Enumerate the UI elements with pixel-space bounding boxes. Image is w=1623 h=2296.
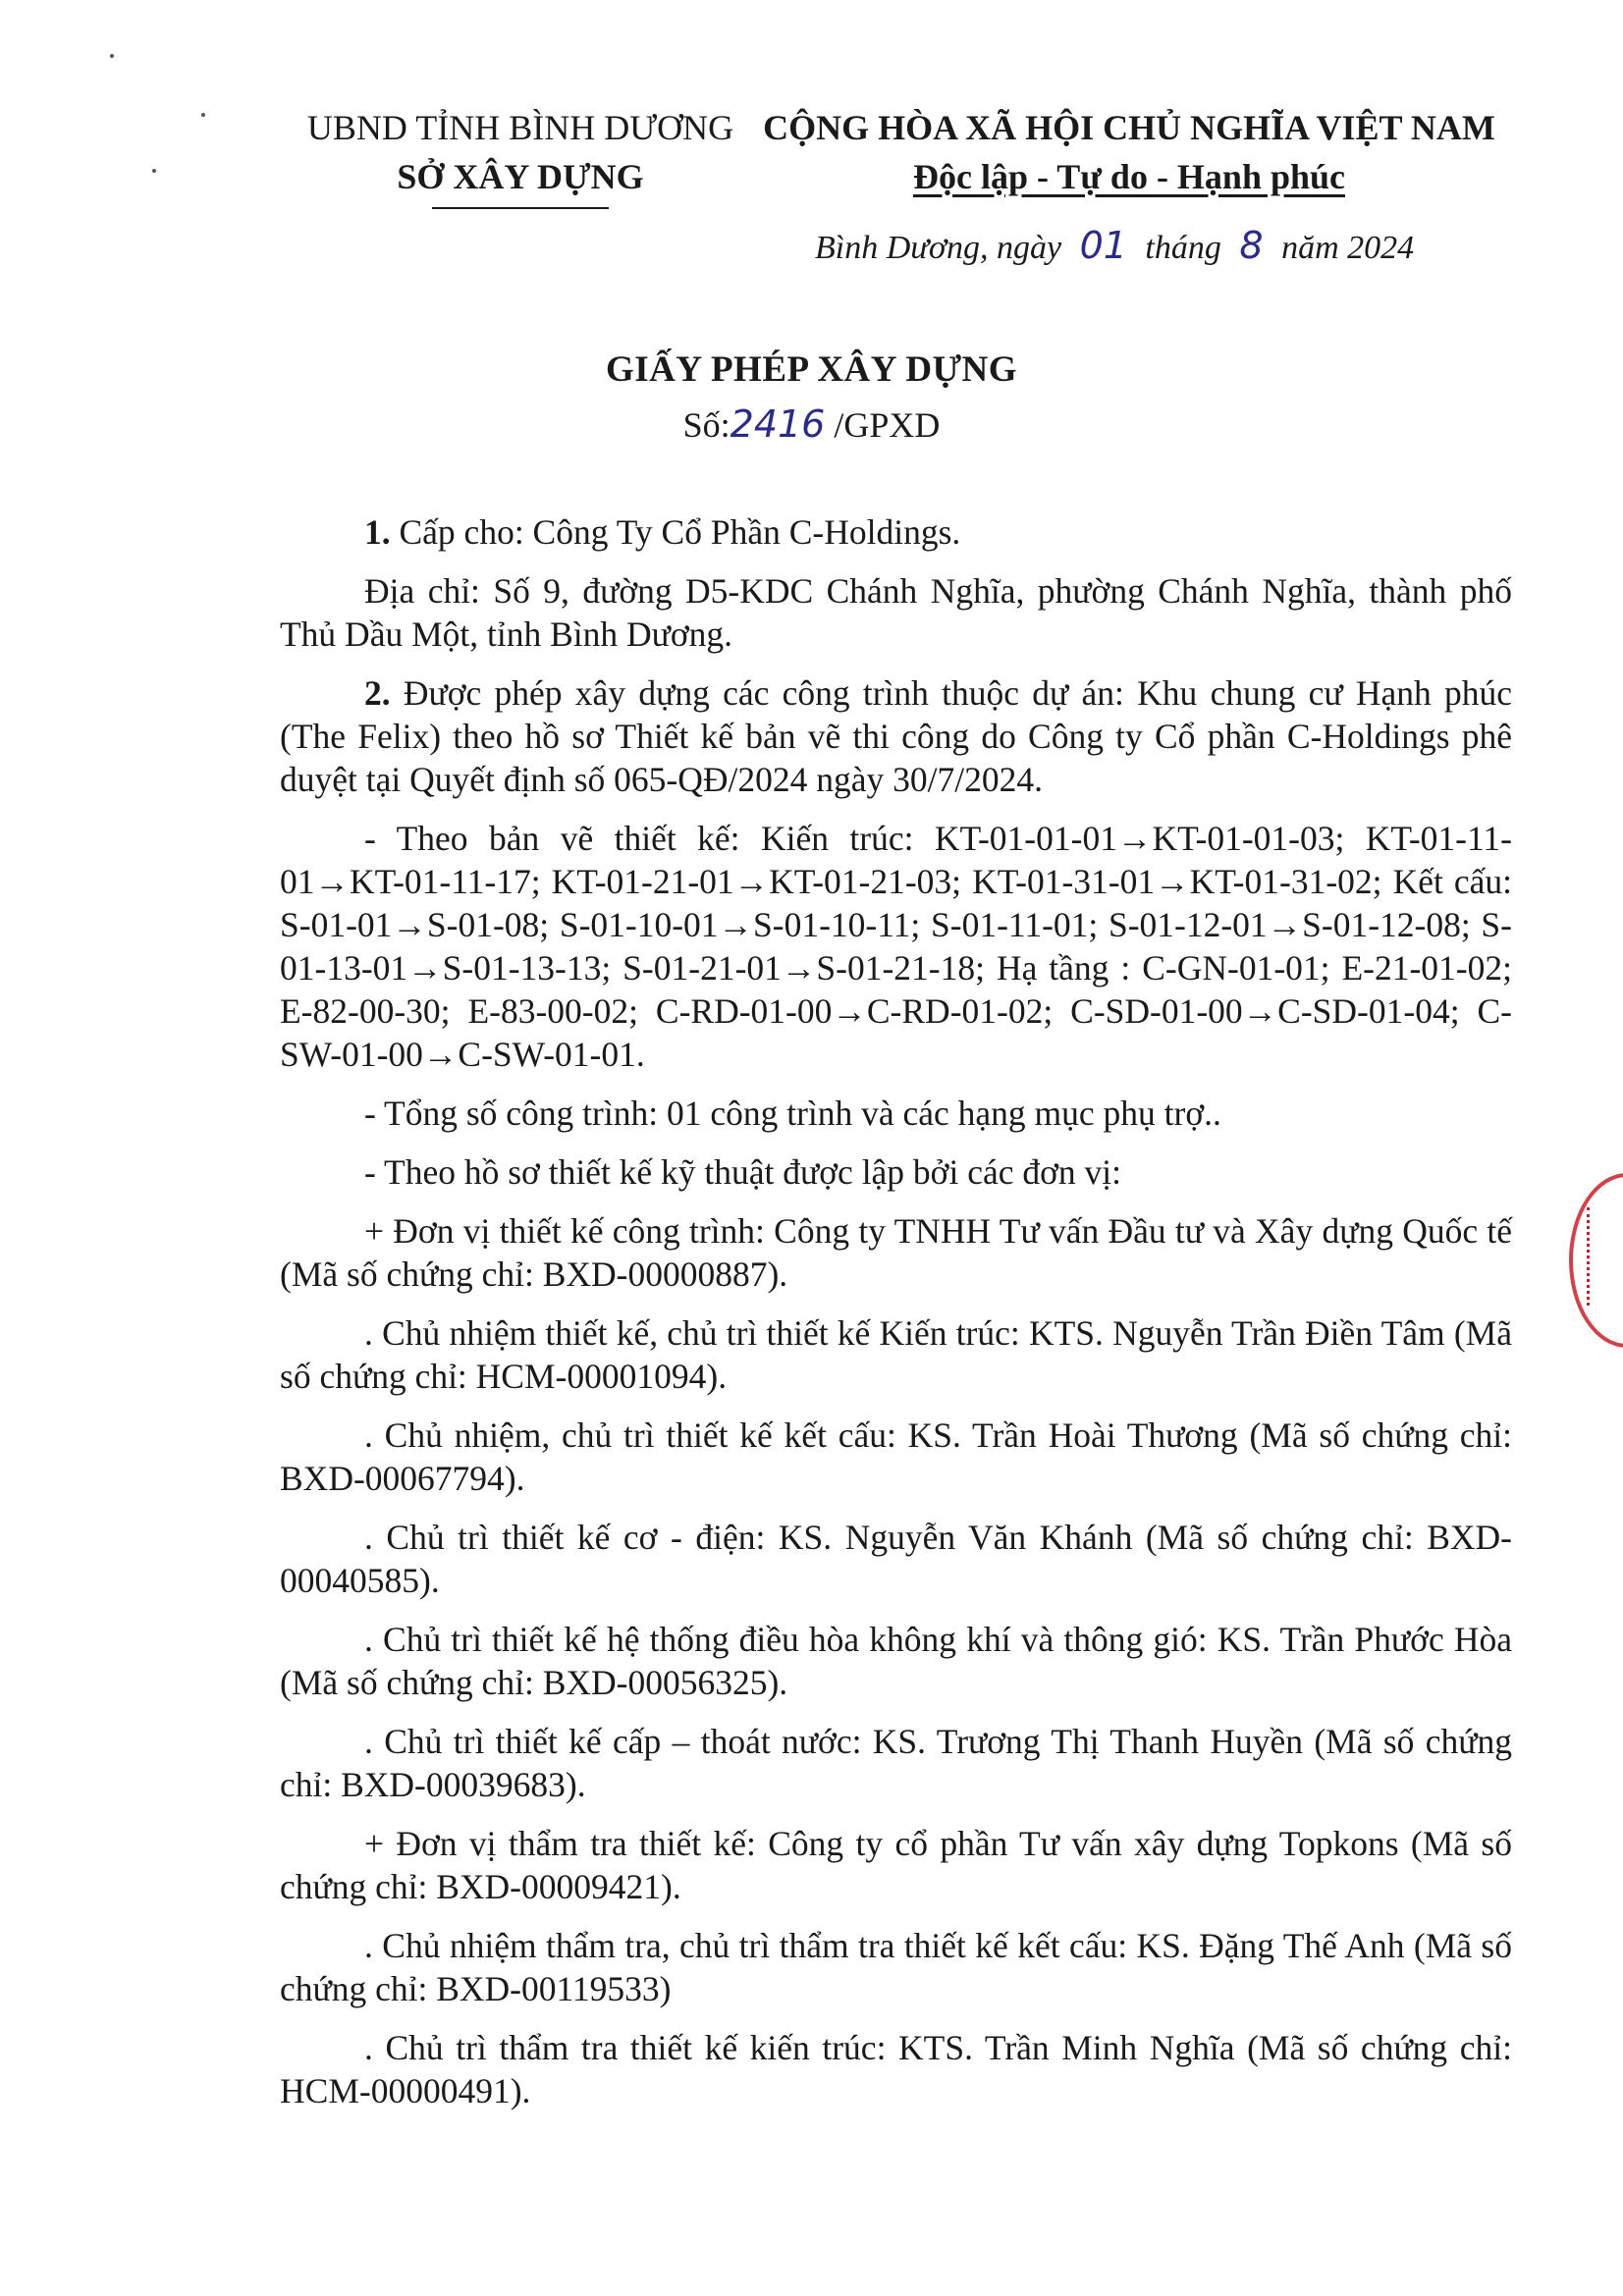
number-prefix: Số: [682, 405, 730, 445]
paragraph-verification-structure: . Chủ nhiệm thẩm tra, chủ trì thẩm tra thiết kế kết cấu: KS. Đặng Thế Anh (Mã số chứng chỉ: BXD-00119533) [280, 1926, 1512, 2008]
province-committee: UBND TỈNH BÌNH DƯƠNG [306, 108, 734, 147]
agency-underline [432, 207, 609, 209]
paragraph-design-unit: + Đơn vị thiết kế công trình: Công ty TNHH Tư vấn Đầu tư và Xây dựng Quốc tế (Mã số chứng chỉ: BXD-00000887). [280, 1211, 1512, 1294]
scan-speck [152, 169, 156, 173]
document-number [0, 402, 1623, 446]
number-suffix: /GPXD [834, 405, 941, 445]
scan-speck [201, 113, 205, 117]
permit-scope-text: Được phép xây dựng các công trình thuộc dự án: Khu chung cư Hạnh phúc (The Felix) theo hồ sơ Thiết kế bản vẽ thi công do Công ty Cổ phần C-Holdings phê duyệt tại Quyết định số 065-QĐ/2024 ngày 30/7/2024. [280, 673, 1512, 799]
paragraph-address: Địa chỉ: Số 9, đường D5-KDC Chánh Nghĩa, phường Chánh Nghĩa, thành phố Thủ Dầu Một, tỉnh Bình Dương. [280, 571, 1512, 654]
paragraph-mep-lead: . Chủ trì thiết kế cơ - điện: KS. Nguyễn Văn Khánh (Mã số chứng chỉ: BXD-00040585). [280, 1518, 1512, 1600]
paragraph-total-works: - Tổng số công trình: 01 công trình và các hạng mục phụ trợ.. [364, 1094, 1221, 1133]
scan-speck [110, 54, 114, 58]
issuing-agency-block [295, 103, 746, 209]
date-prefix: Bình Dương, ngày [815, 230, 1062, 266]
paragraph-number: 2. [364, 673, 391, 713]
date-year: năm 2024 [1281, 230, 1415, 266]
paragraph-number: 1. [364, 512, 391, 552]
paragraph-design-units-intro: - Theo hồ sơ thiết kế kỹ thuật được lập bởi các đơn vị: [364, 1152, 1121, 1192]
paragraph-grantee [280, 510, 1512, 554]
date-month: 8 [1239, 224, 1264, 267]
paragraph-verification-unit: + Đơn vị thẩm tra thiết kế: Công ty cổ phần Tư vấn xây dựng Topkons (Mã số chứng chỉ: BXD-00009421). [280, 1824, 1512, 1906]
red-seal-inner-ring [1587, 1207, 1623, 1306]
grantee-text: Cấp cho: Công Ty Cổ Phần C-Holdings. [390, 512, 961, 552]
national-title: CỘNG HÒA XÃ HỘI CHỦ NGHĨA VIỆT NAM [763, 108, 1495, 147]
national-title-block [756, 103, 1502, 201]
paragraph-structure-lead: . Chủ nhiệm, chủ trì thiết kế kết cấu: KS. Trần Hoài Thương (Mã số chứng chỉ: BXD-00067794). [280, 1415, 1512, 1498]
document-body [280, 510, 1512, 2128]
paragraph-verification-architecture: . Chủ trì thẩm tra thiết kế kiến trúc: KTS. Trần Minh Nghĩa (Mã số chứng chỉ: HCM-00000491). [280, 2028, 1512, 2110]
paragraph-plumbing-lead: . Chủ trì thiết kế cấp – thoát nước: KS. Trương Thị Thanh Huyền (Mã số chứng chỉ: BXD-00039683). [280, 1722, 1512, 1804]
paragraph-hvac-lead: . Chủ trì thiết kế hệ thống điều hòa không khí và thông gió: KS. Trần Phước Hòa (Mã số chứng chỉ: BXD-00056325). [280, 1620, 1512, 1702]
number-value: 2416 [730, 402, 826, 446]
national-motto: Độc lập - Tự do - Hạnh phúc [912, 157, 1346, 196]
paragraph-permit-scope [280, 671, 1512, 801]
paragraph-architect-lead: . Chủ nhiệm thiết kế, chủ trì thiết kế Kiến trúc: KTS. Nguyễn Trần Điền Tâm (Mã số chứng chỉ: HCM-00001094). [280, 1313, 1512, 1396]
paragraph-drawings: - Theo bản vẽ thiết kế: Kiến trúc: KT-01-01-01→KT-01-01-03; KT-01-11-01→KT-01-11-17; KT-01-21-01→KT-01-21-03; KT-01-31-01→KT-01-31-02; Kết cấu: S-01-01→S-01-08; S-01-10-01→S-01-10-11; S-01-11-01; S-01-12-01→S-01-12-08; S-01-13-01→S-01-13-13; S-01-21-01→S-01-21-18; Hạ tầng : C-GN-01-01; E-21-01-02; E-82-00-30; E-83-00-02; C-RD-01-00→C-RD-01-02; C-SD-01-00→C-SD-01-04; C-SW-01-00→C-SW-01-01. [280, 819, 1512, 1074]
issue-date [815, 224, 1414, 267]
date-month-label: tháng [1145, 230, 1221, 266]
document-title: GIẤY PHÉP XÂY DỰNG [605, 349, 1018, 390]
date-day: 01 [1079, 224, 1127, 267]
department-name: SỞ XÂY DỰNG [397, 157, 644, 196]
